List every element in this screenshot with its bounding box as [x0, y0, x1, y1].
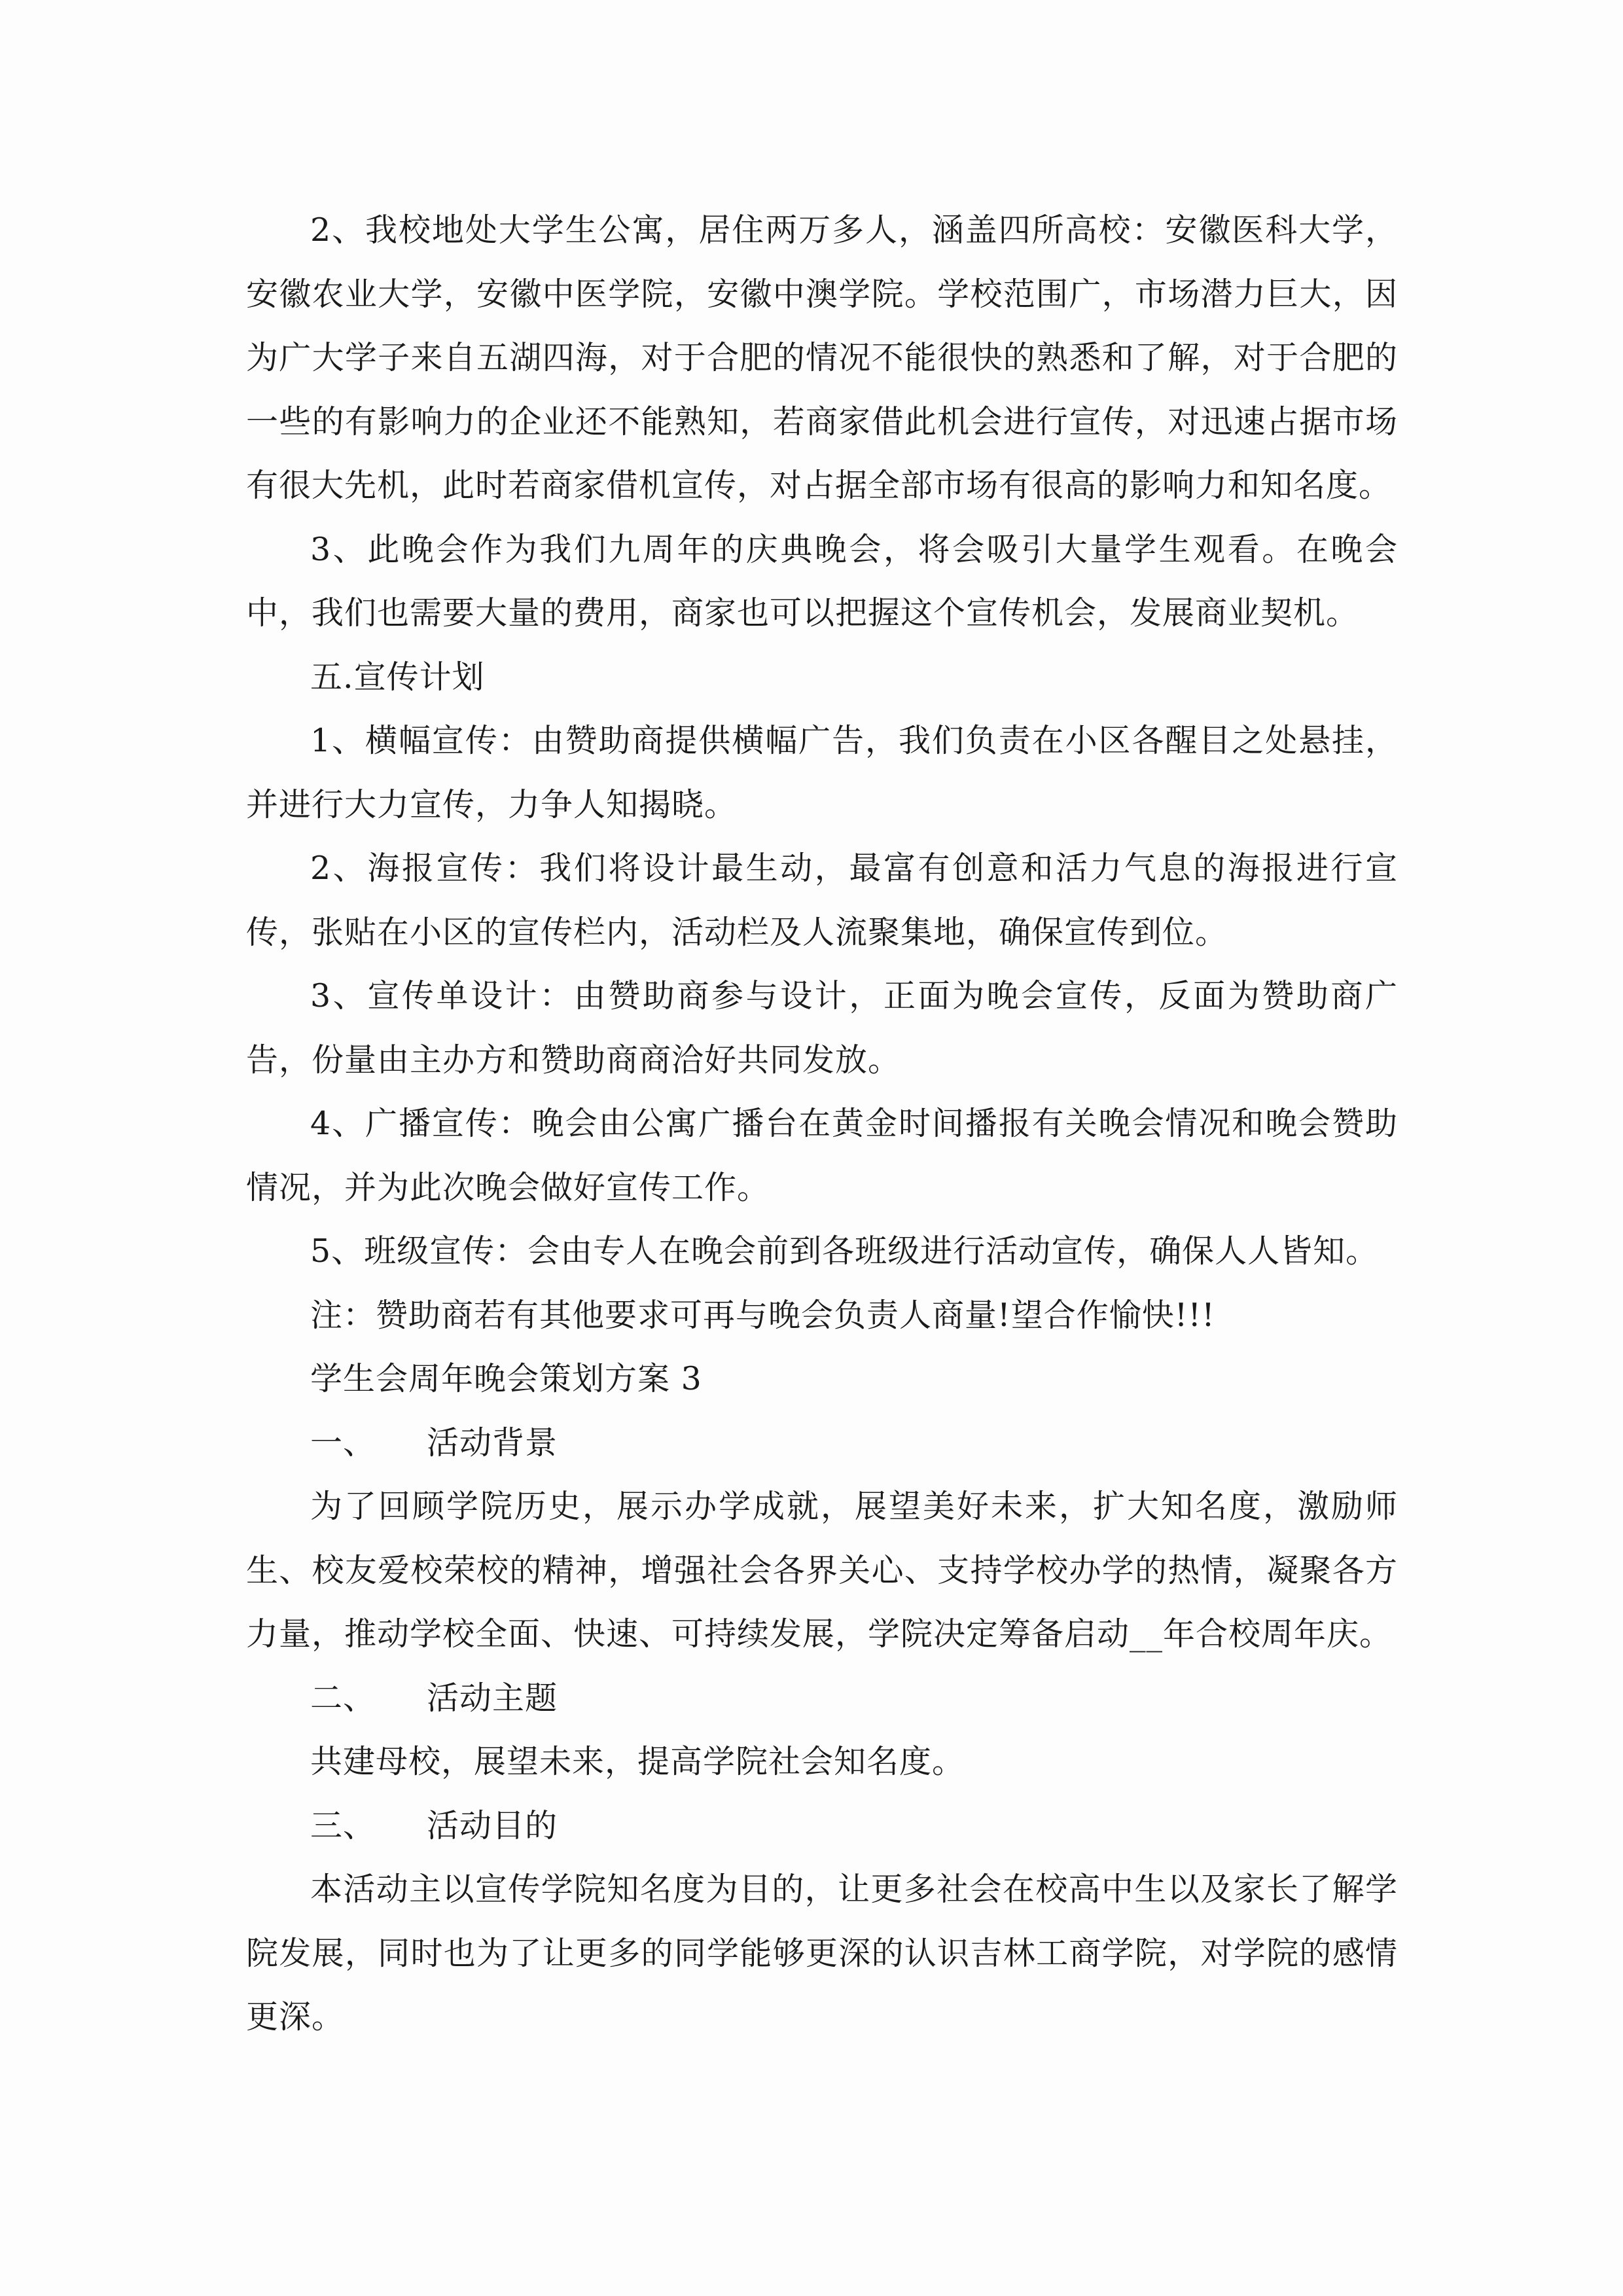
- heading-number: 一、: [310, 1424, 376, 1462]
- paragraph-sponsor-note: 注：赞助商若有其他要求可再与晚会负责人商量!望合作愉快!!!: [310, 1296, 1215, 1334]
- paragraph-location-advantage: 2、我校地处大学生公寓，居住两万多人，涵盖四所高校：安徽医科大学，安徽农业大学，安徽中医学院，安徽中澳学院。学校范围广，市场潜力巨大，因为广大学子来自五湖四海，对于合肥的情况不能很快的熟悉和了解，对于合肥的一些的有影响力的企业还不能熟知，若商家借此机会进行宣传，对迅速占据市场有很大先机，此时若商家借机宣传，对占据全部市场有很高的影响力和知名度。: [246, 211, 1398, 504]
- heading-activity-background: [246, 1411, 1398, 1475]
- heading-activity-theme: [246, 1666, 1398, 1731]
- section-title-publicity-plan: 五.宣传计划: [310, 658, 485, 696]
- paragraph-anniversary-gala: 3、此晚会作为我们九周年的庆典晚会，将会吸引大量学生观看。在晚会中，我们也需要大量的费用，商家也可以把握这个宣传机会，发展商业契机。: [246, 530, 1398, 632]
- heading-number: 三、: [310, 1806, 376, 1844]
- paragraph-flyer-design: 3、宣传单设计：由赞助商参与设计，正面为晚会宣传，反面为赞助商广告，份量由主办方和赞助商商洽好共同发放。: [246, 977, 1398, 1079]
- paragraph-poster-publicity: 2、海报宣传：我们将设计最生动，最富有创意和活力气息的海报进行宣传，张贴在小区的宣传栏内，活动栏及人流聚集地，确保宣传到位。: [246, 850, 1398, 951]
- document-section-title: 学生会周年晚会策划方案 3: [310, 1360, 702, 1397]
- heading-activity-purpose: [246, 1794, 1398, 1858]
- paragraph-background-text: 为了回顾学院历史，展示办学成就，展望美好未来，扩大知名度，激励师生、校友爱校荣校的精神，增强社会各界关心、支持学校办学的热情，凝聚各方力量，推动学校全面、快速、可持续发展，学院决定筹备启动__年合校周年庆。: [246, 1488, 1398, 1653]
- heading-title: 活动主题: [427, 1679, 558, 1717]
- paragraph-radio-publicity: 4、广播宣传：晚会由公寓广播台在黄金时间播报有关晚会情况和晚会赞助情况，并为此次晚会做好宣传工作。: [246, 1105, 1398, 1206]
- heading-title: 活动目的: [427, 1806, 558, 1844]
- paragraph-banner-publicity: 1、横幅宣传：由赞助商提供横幅广告，我们负责在小区各醒目之处悬挂，并进行大力宣传，力争人知揭晓。: [246, 722, 1398, 823]
- paragraph-purpose-text: 本活动主以宣传学院知名度为目的，让更多社会在校高中生以及家长了解学院发展，同时也为了让更多的同学能够更深的认识吉林工商学院，对学院的感情更深。: [246, 1871, 1398, 2036]
- document-body: [246, 198, 1398, 2049]
- heading-number: 二、: [310, 1679, 376, 1717]
- paragraph-class-publicity: 5、班级宣传：会由专人在晚会前到各班级进行活动宣传，确保人人皆知。: [310, 1232, 1379, 1270]
- heading-title: 活动背景: [427, 1424, 558, 1462]
- paragraph-theme-text: 共建母校，展望未来，提高学院社会知名度。: [310, 1743, 965, 1780]
